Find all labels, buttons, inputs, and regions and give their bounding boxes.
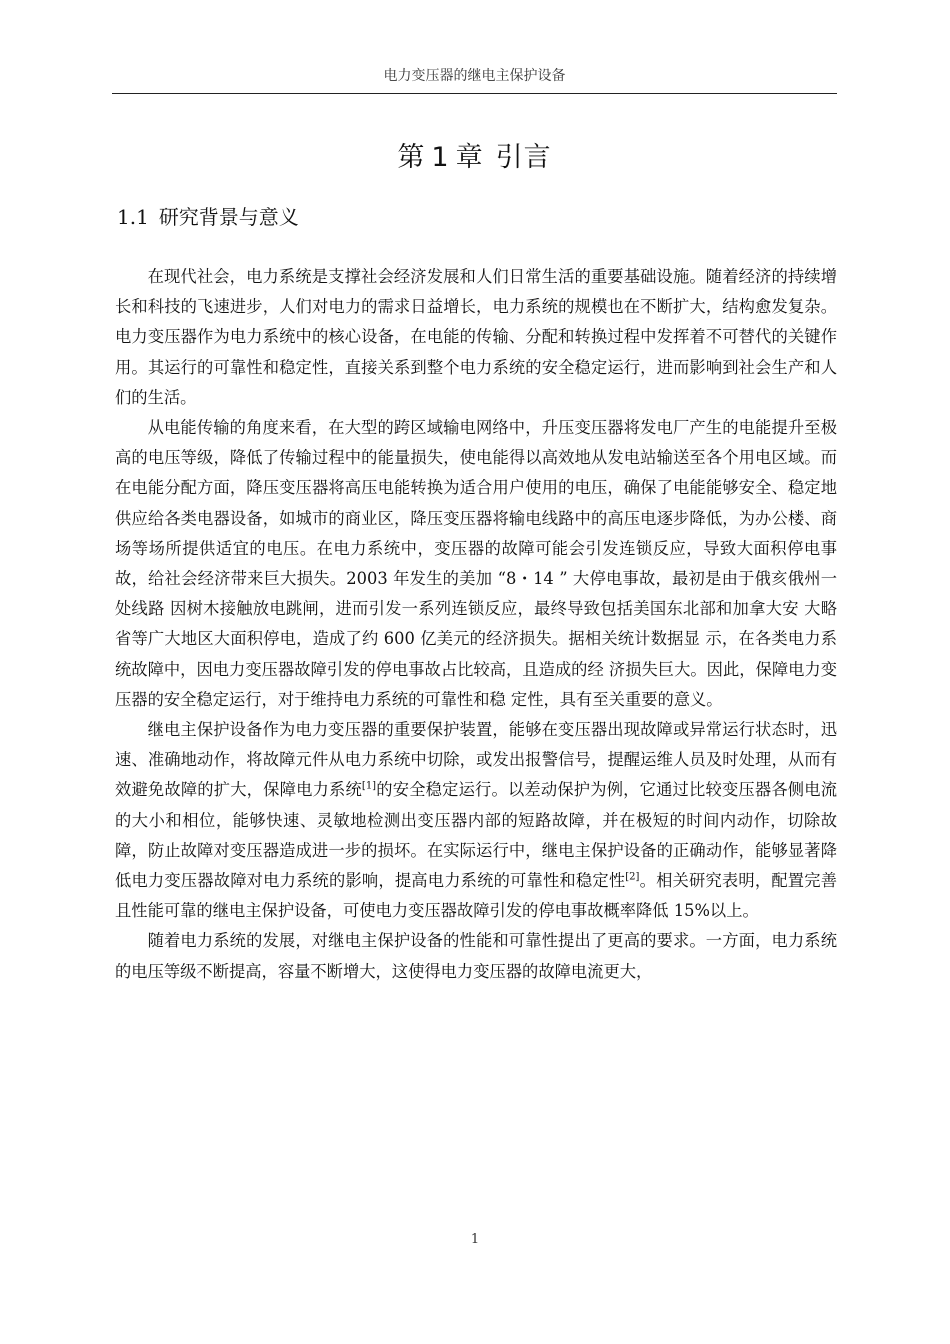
- chapter-number: 1: [431, 142, 450, 173]
- paragraph-3-part-3: 。相关研究表明，配置完善且性能可靠的继电主保护设备，可使电力变压器故障引发的停电事故概率降低 15%以上。: [115, 871, 837, 921]
- chapter-prefix: 第: [397, 142, 426, 173]
- chapter-suffix: 章: [455, 142, 484, 173]
- paragraph-4: 随着电力系统的发展，对继电主保护设备的性能和可靠性提出了更高的要求。一方面，电力系统的电压等级不断提高，容量不断增大，这使得电力变压器的故障电流更大，: [115, 931, 837, 981]
- paragraph-3-part-1: 继电主保护设备作为电力变压器的重要保护装置，能够在变压器出现故障或异常运行状态时，迅速、准确地动作，将故障元件从电力系统中切除，或发出报警信号，提醒运维人员及时处理，从而有效避免故障的扩大，保障电力系统: [115, 720, 837, 800]
- running-header-title: 电力变压器的继电主保护设备: [383, 68, 566, 84]
- citation-ref-2[interactable]: [2]: [625, 871, 640, 883]
- chapter-name: 引言: [495, 142, 552, 173]
- paragraph-2: 从电能传输的角度来看，在大型的跨区域输电网络中，升压变压器将发电厂产生的电能提升至极高的电压等级，降低了传输过程中的能量损失，使电能得以高效地从发电站输送至各个用电区域。而在电能分配方面，降压变压器将高压电能转换为适合用户使用的电压，确保了电能能够安全、稳定地供应给各类电器设备，如城市的商业区，降压变压器将输电线路中的高压电逐步降低，为办公楼、商场等场所提供适宜的电压。在电力系统中，变压器的故障可能会引发连锁反应，导致大面积停电事故，给社会经济带来巨大损失。2003 年发生的美加 “8・14 ” 大停电事故，最初是由于俄亥俄州一处线路 因树木接触放电跳闸，进而引发一系列连锁反应，最终导致包括美国东北部和加拿大安 大略省等广大地区大面积停电，造成了约 600 亿美元的经济损失。据相关统计数据显 示，在各类电力系统故障中，因电力变压器故障引发的停电事故占比较高，且造成的经 济损失巨大。因此，保障电力变压器的安全稳定运行，对于维持电力系统的可靠性和稳 定性，具有至关重要的意义。: [115, 418, 837, 709]
- body-text: [115, 262, 837, 987]
- section-title-text: 研究背景与意义: [158, 205, 299, 229]
- page-number: 1: [470, 1232, 480, 1247]
- paragraph-1: 在现代社会，电力系统是支撑社会经济发展和人们日常生活的重要基础设施。随着经济的持续增长和科技的飞速进步，人们对电力的需求日益增长，电力系统的规模也在不断扩大，结构愈发复杂。电力变压器作为电力系统中的核心设备，在电能的传输、分配和转换过程中发挥着不可替代的关键作用。其运行的可靠性和稳定性，直接关系到整个电力系统的安全稳定运行，进而影响到社会生产和人们的生活。: [115, 267, 837, 407]
- chapter-title: [112, 138, 837, 178]
- section-heading: [117, 200, 299, 234]
- section-number: 1.1: [117, 205, 149, 229]
- running-header: [112, 62, 837, 94]
- citation-ref-1[interactable]: [1]: [361, 781, 377, 793]
- paragraph-3: [115, 715, 837, 926]
- paragraph-3-part-2: 的安全稳定运行。以差动保护为例，它通过比较变压器各侧电流的大小和相位，能够快速、灵敏地检测出变压器内部的短路故障，并在极短的时间内动作，切除故障，防止故障对变压器造成进一步的损坏。在实际运行中，继电主保护设备的正确动作，能够显著降低电力变压器故障对电力系统的影响，提高电力系统的可靠性和稳定性: [115, 780, 837, 891]
